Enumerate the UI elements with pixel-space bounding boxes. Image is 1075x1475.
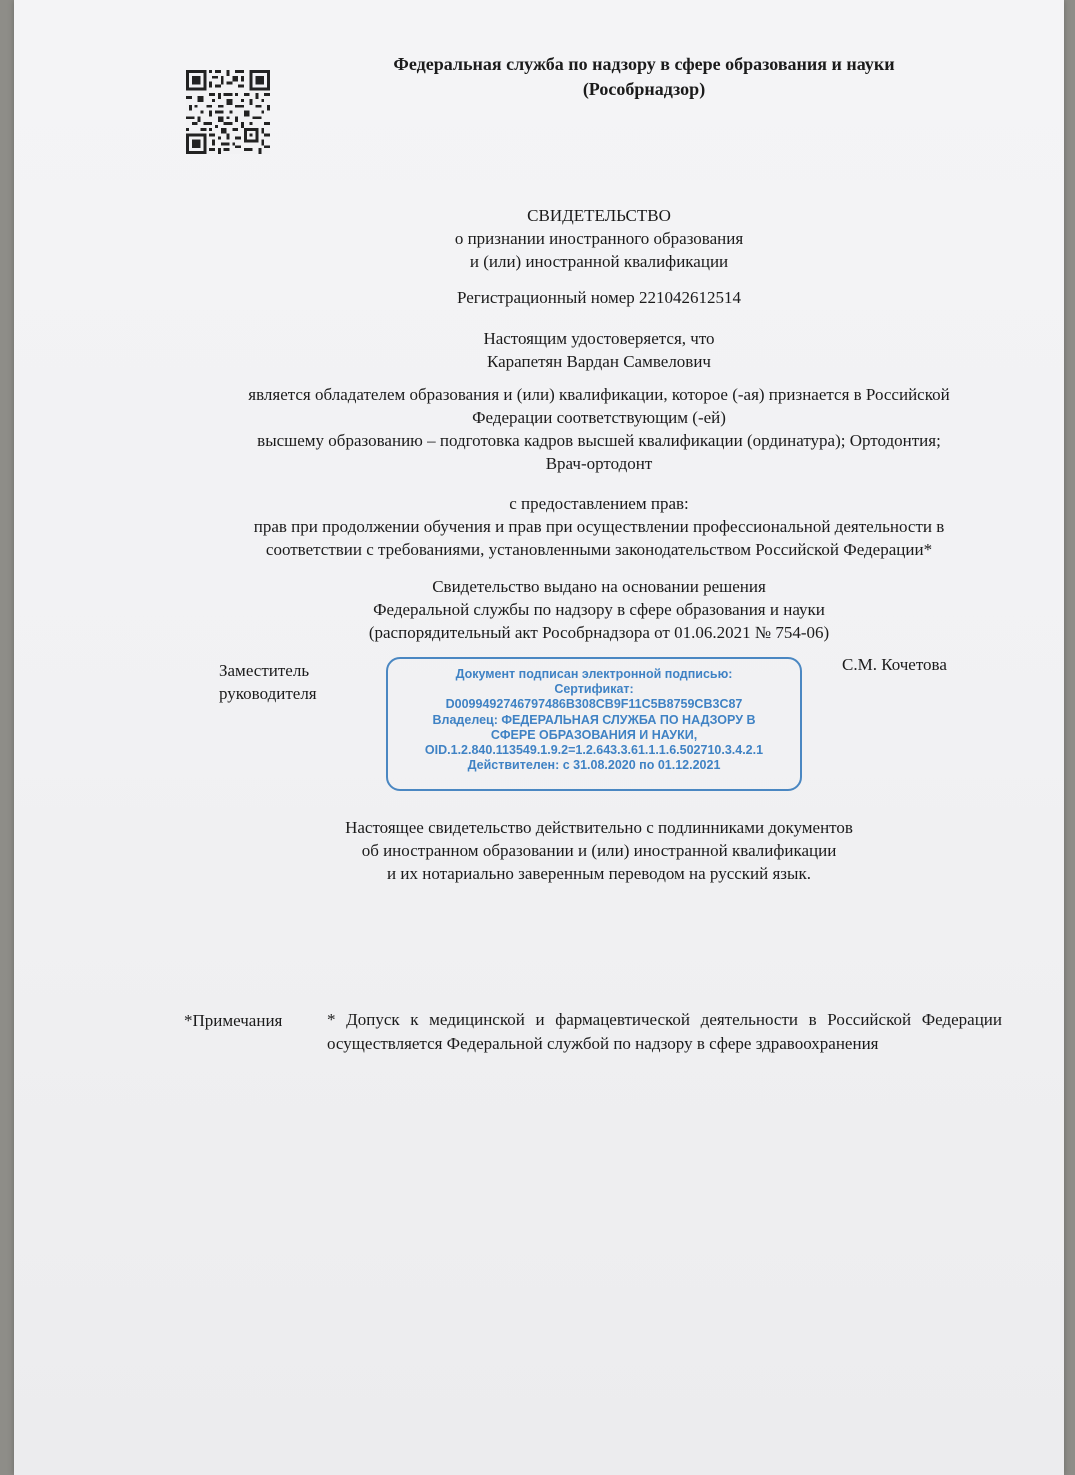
rights-line-1: с предоставлением прав: — [509, 494, 689, 513]
holder-name: Карапетян Вардан Самвелович — [487, 352, 711, 371]
qualification-line-2: Федерации соответствующим (-ей) — [472, 408, 726, 427]
stamp-owner-line-2: СФЕРЕ ОБРАЗОВАНИЯ И НАУКИ, — [490, 727, 698, 742]
qualification-line-3: высшему образованию – подготовка кадров высшей квалификации (ординатура); Ортодонтия; — [257, 431, 941, 450]
rights-line-3: соответствии с требованиями, установленными законодательством Российской Федерации* — [265, 540, 933, 559]
certify-block — [114, 327, 1075, 373]
notes-text: * Допуск к медицинской и фармацевтической деятельности в Российской Федерации осуществляется Федеральной службой по надзору в сфере здравоохранения — [327, 1010, 1002, 1053]
validity-block — [114, 816, 1075, 885]
qr-code-icon — [186, 70, 270, 154]
qualification-block — [114, 383, 1075, 475]
stamp-validity: Действителен: с 31.08.2020 по 01.12.2021 — [467, 758, 721, 773]
basis-line-3: (распорядительный акт Рособрнадзора от 01.06.2021 № 754-06) — [368, 623, 830, 642]
certificate-title-block — [114, 204, 1075, 273]
certificate-subtitle-1: о признании иностранного образования — [454, 229, 744, 248]
basis-line-1: Свидетельство выдано на основании решения — [432, 577, 766, 596]
notes-label: *Примечания — [184, 1011, 283, 1030]
qualification-line-1: является обладателем образования и (или) квалификации, которое (-ая) признается в Российской — [248, 385, 950, 404]
stamp-oid: OID.1.2.840.113549.1.9.2=1.2.643.3.61.1.1.6.502710.3.4.2.1 — [424, 743, 764, 758]
registration-number: Регистрационный номер 221042612514 — [456, 288, 742, 307]
validity-line-3: и их нотариально заверенным переводом на русский язык. — [387, 864, 811, 883]
certificate-subtitle-2: и (или) иностранной квалификации — [469, 252, 729, 271]
rights-line-2: прав при продолжении обучения и прав при осуществлении профессиональной деятельности в — [253, 517, 945, 536]
agency-name: Федеральная служба по надзору в сфере образования и науки — [393, 54, 895, 74]
signer-name: С.М. Кочетова — [842, 655, 947, 674]
agency-abbreviation: (Рособрнадзор) — [582, 79, 706, 99]
stamp-line-2: Сертификат: — [554, 682, 634, 697]
signer-position-line-2: руководителя — [219, 684, 317, 703]
validity-line-2: об иностранном образовании и (или) иностранной квалификации — [361, 841, 837, 860]
rights-block — [114, 492, 1075, 561]
qualification-line-4: Врач-ортодонт — [545, 454, 653, 473]
electronic-signature-stamp — [386, 657, 802, 791]
stamp-line-1: Документ подписан электронной подписью: — [455, 667, 733, 681]
agency-header — [334, 52, 954, 102]
basis-line-2: Федеральной службы по надзору в сфере образования и науки — [373, 600, 825, 619]
certify-line: Настоящим удостоверяется, что — [483, 329, 715, 348]
certificate-page — [14, 0, 1064, 1475]
signer-position — [219, 659, 317, 705]
stamp-owner-line-1: Владелец: ФЕДЕРАЛЬНАЯ СЛУЖБА ПО НАДЗОРУ В — [432, 712, 756, 727]
signer-position-line-1: Заместитель — [219, 661, 310, 680]
validity-line-1: Настоящее свидетельство действительно с подлинниками документов — [345, 818, 853, 837]
certificate-title: СВИДЕТЕЛЬСТВО — [527, 206, 671, 225]
stamp-certificate-id: D0099492746797486B308CB9F11C5B8759CB3C87 — [445, 697, 743, 712]
basis-block — [114, 575, 1075, 644]
